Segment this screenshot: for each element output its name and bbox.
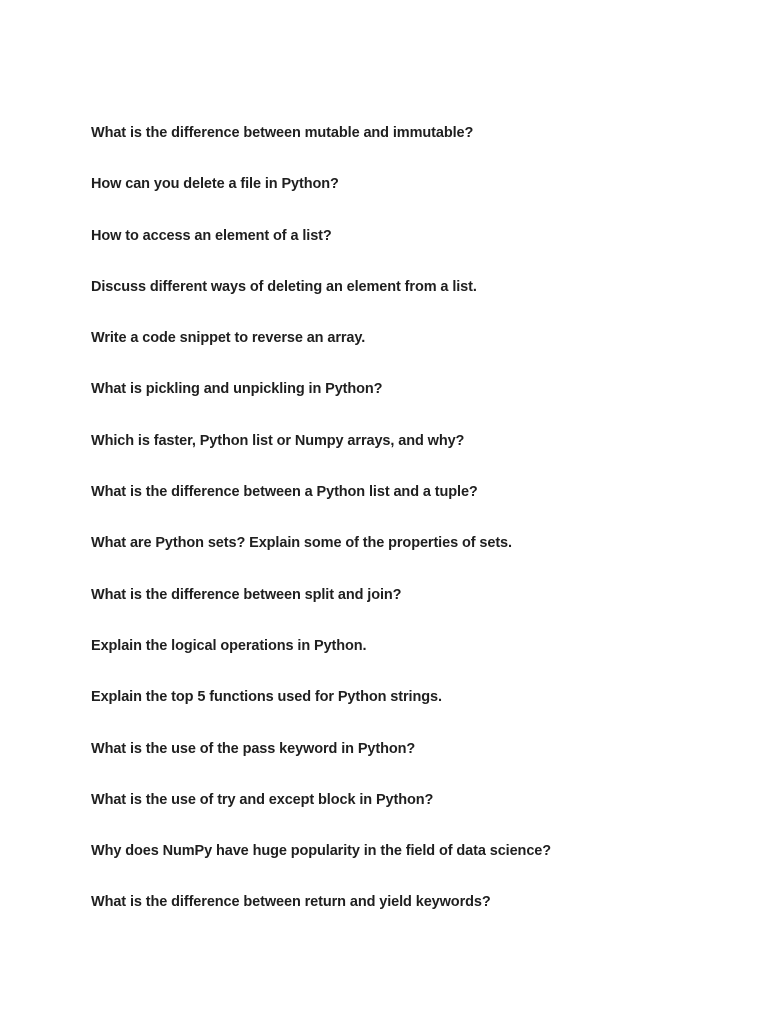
question-item: What is the difference between split and join? (91, 586, 402, 603)
question-item: What is the difference between return and yield keywords? (91, 894, 491, 911)
question-item: What is the difference between mutable and immutable? (91, 125, 474, 141)
question-item: Why does NumPy have huge popularity in the field of data science? (91, 843, 551, 860)
question-item: What is the use of try and except block in Python? (91, 791, 434, 808)
question-list (91, 123, 731, 944)
question-item: How to access an element of a list? (91, 227, 332, 244)
question-item: Explain the logical operations in Python. (91, 637, 367, 654)
question-item: What are Python sets? Explain some of the properties of sets. (91, 535, 512, 552)
question-item: What is the use of the pass keyword in Python? (91, 740, 416, 757)
question-item: Explain the top 5 functions used for Python strings. (91, 689, 442, 706)
question-item: How can you delete a file in Python? (91, 176, 339, 193)
question-item: What is the difference between a Python list and a tuple? (91, 484, 478, 501)
question-item: What is pickling and unpickling in Python? (91, 381, 383, 398)
question-item: Discuss different ways of deleting an element from a list. (91, 278, 477, 295)
question-item: Write a code snippet to reverse an array. (91, 330, 366, 347)
question-item: Which is faster, Python list or Numpy arrays, and why? (91, 432, 465, 449)
